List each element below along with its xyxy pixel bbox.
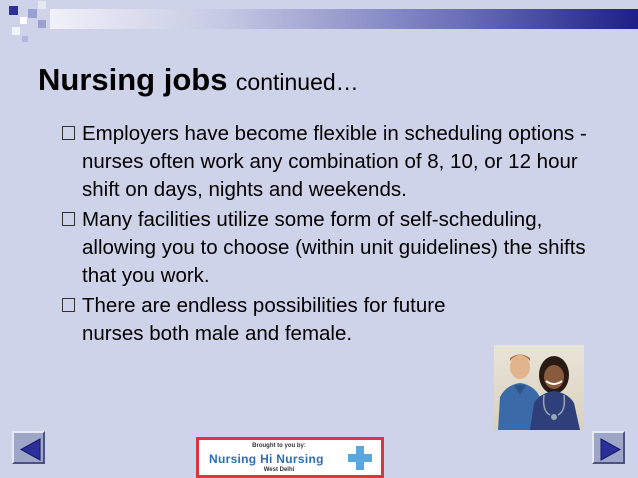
decor-square-mid: [28, 9, 37, 18]
bullet-item: [62, 120, 602, 204]
decor-square-light-3: [12, 27, 20, 35]
medical-cross-icon: [347, 445, 373, 471]
next-slide-button[interactable]: [592, 431, 625, 464]
banner-line-1: Brought to you by:: [252, 443, 306, 449]
triangle-right-icon: [598, 437, 623, 462]
title-sub: continued…: [235, 69, 359, 95]
square-bullet-icon: [62, 212, 75, 226]
banner-line-3: West Delhi: [263, 467, 295, 473]
bullet-list: [62, 120, 602, 350]
decor-square-light-2: [38, 1, 46, 9]
sponsor-banner[interactable]: [196, 437, 384, 478]
decor-square-light: [20, 17, 27, 24]
bullet-text: Many facilities utilize some form of self-scheduling, allowing you to choose (within unit guidelines) the shifts that you work.: [82, 208, 586, 287]
previous-slide-button[interactable]: [12, 431, 45, 464]
triangle-left-icon: [18, 437, 43, 462]
bullet-text: Employers have become flexible in scheduling options - nurses often work any combination of 8, 10, or 12 hour shift on days, nights and weekends.: [82, 122, 587, 201]
decor-square-dark: [9, 6, 18, 15]
bullet-text: There are endless possibilities for future nurses both male and female.: [82, 294, 446, 345]
nurses-photo: [494, 345, 584, 430]
decor-square-mid-2: [38, 20, 46, 28]
decor-square-mid-3: [22, 36, 28, 42]
nurses-photo-icon: [494, 345, 584, 430]
header-gradient-bar: [50, 9, 638, 29]
title-main: Nursing jobs: [38, 62, 228, 97]
bullet-item: [62, 292, 482, 348]
slide-title: [38, 62, 359, 98]
bullet-item: [62, 206, 602, 290]
square-bullet-icon: [62, 298, 75, 312]
square-bullet-icon: [62, 126, 75, 140]
banner-brand: Nursing Hi Nursing: [209, 452, 324, 466]
